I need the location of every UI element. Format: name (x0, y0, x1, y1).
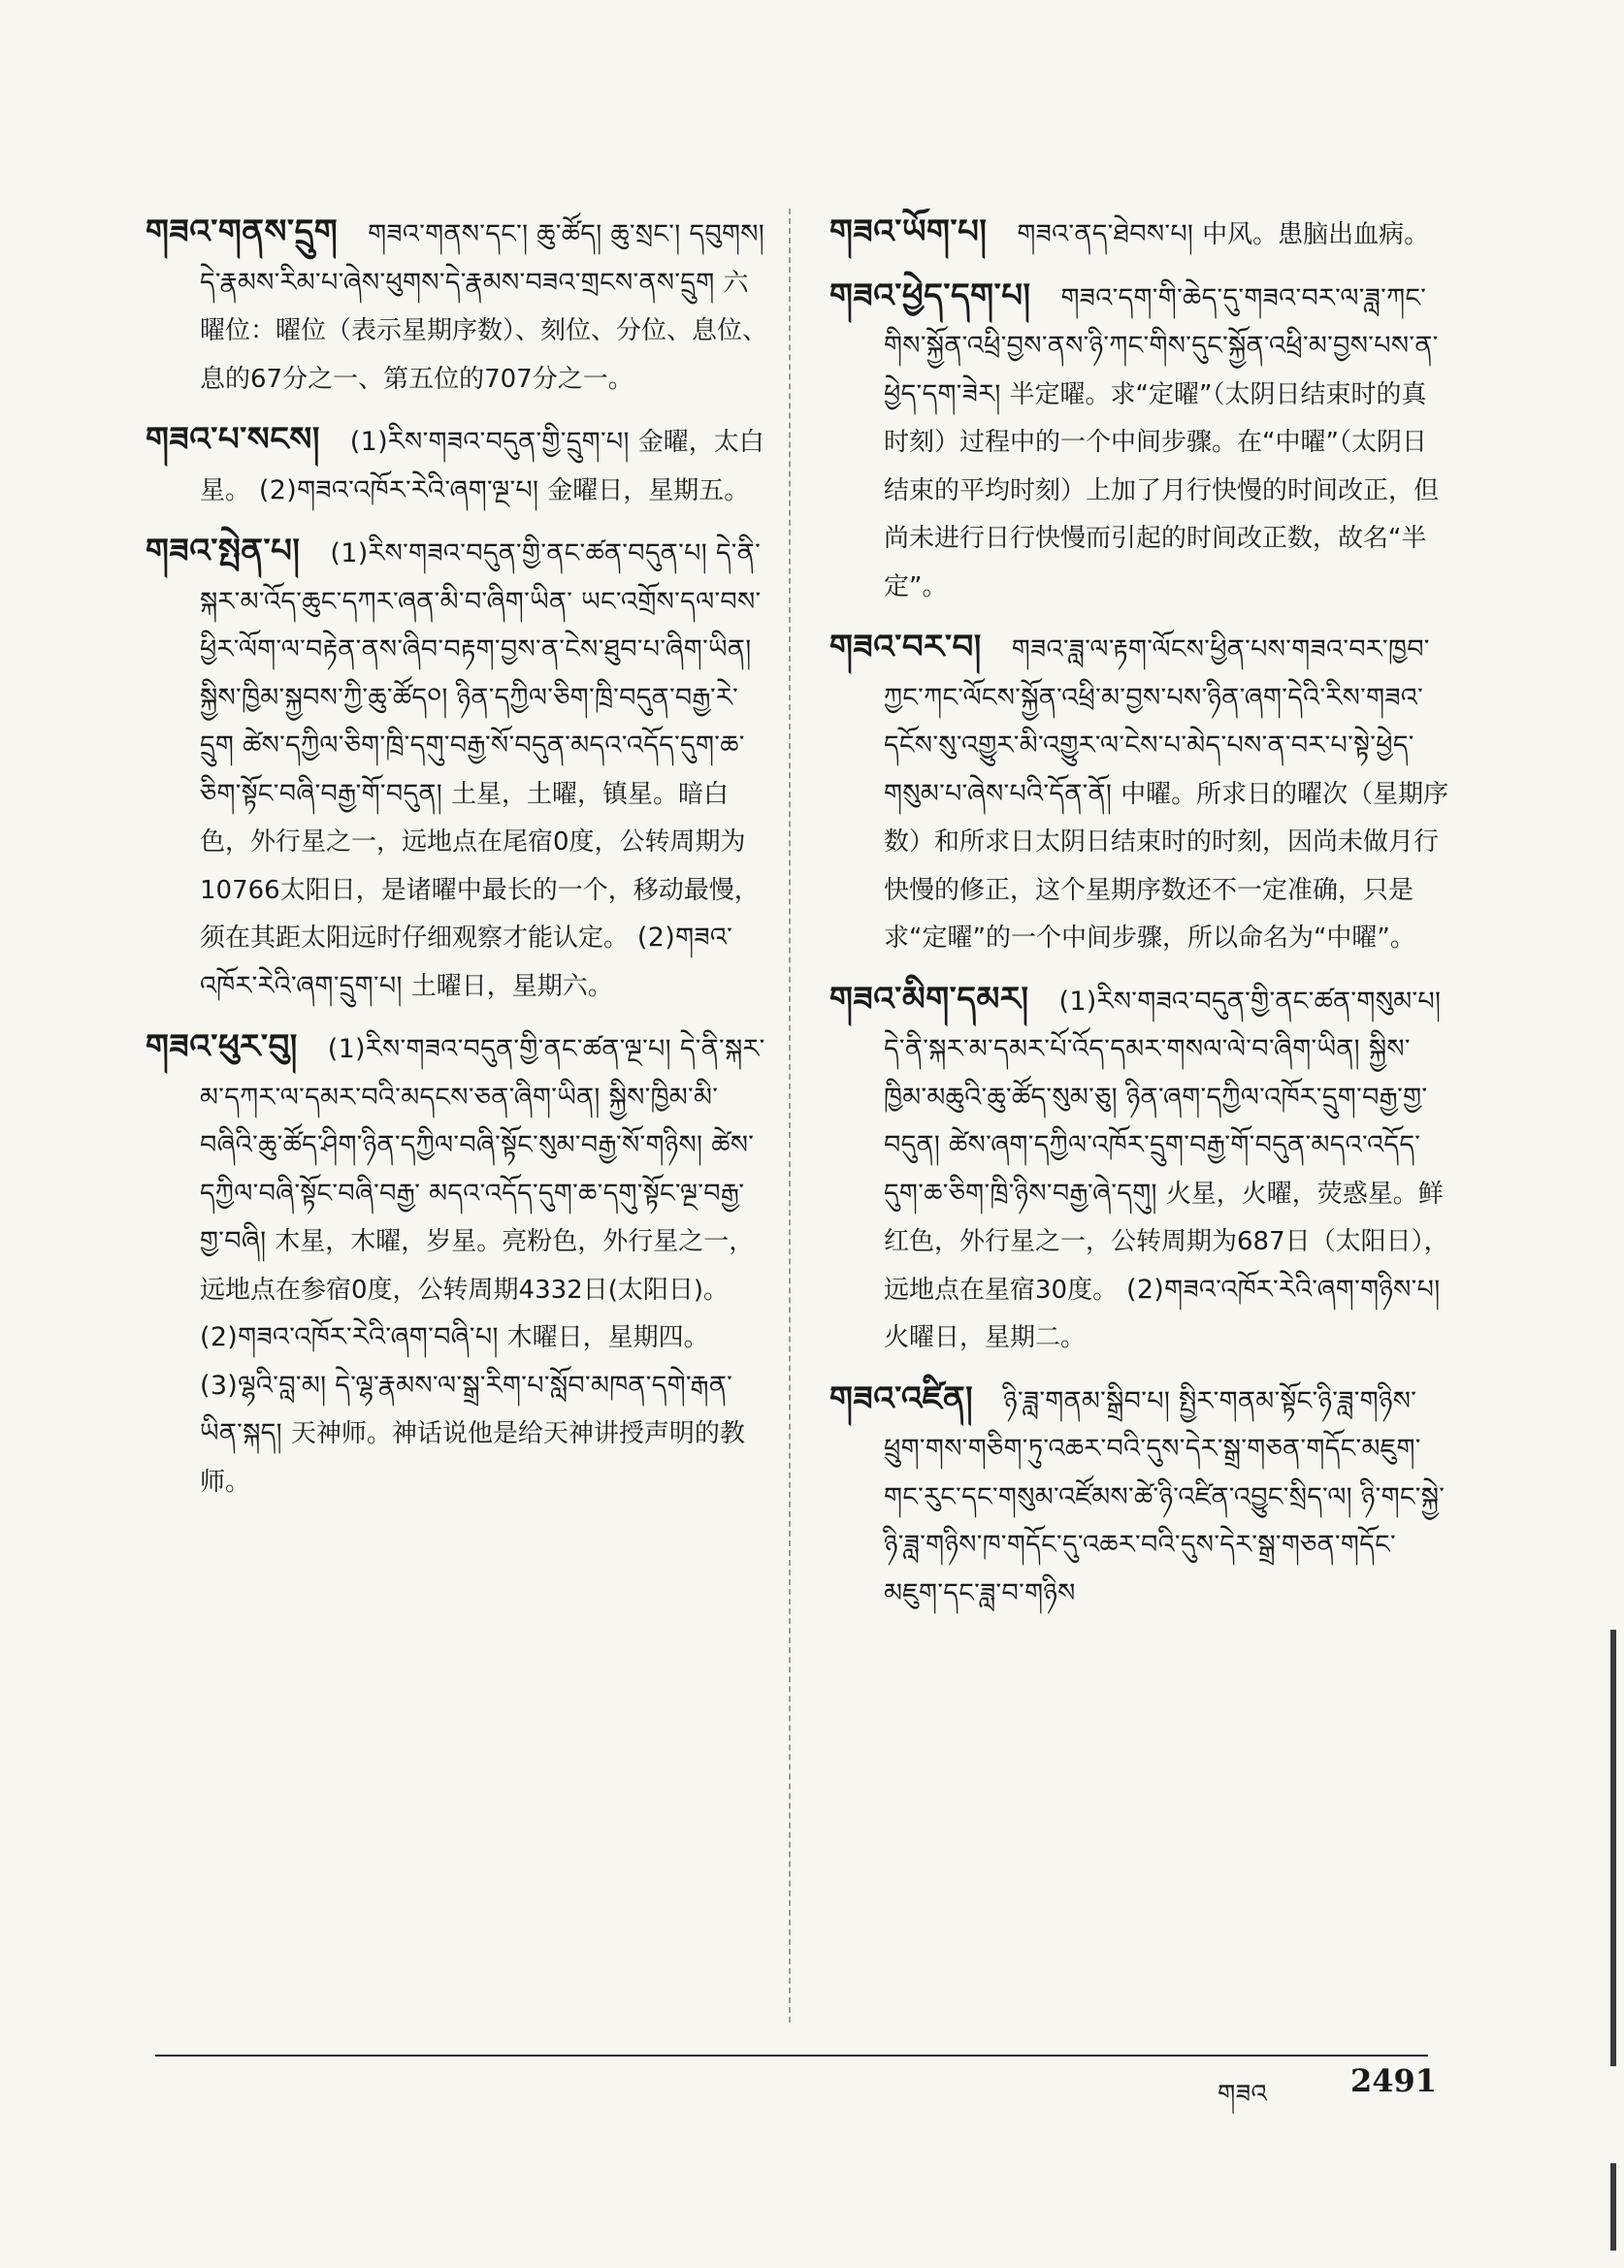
tibetan-definition: གཟའ་དག་གི་ཆེད་དུ་གཟའ་བར་ལ་ཟླ་ཀང་གིས་སྐྱོན་འཕྲི་བྱས་ནས་ཉི་ཀང་གིས་དུང་སྐྱོན་འཕྲི་མ་བྱས་པས་ན་ཕྱེད་དག་ཟེར། (884, 282, 1439, 409)
headword: གཟའ་བར་བ། (829, 628, 982, 666)
running-head: གཟའ (1218, 2080, 1268, 2109)
footer-rule (155, 2055, 1428, 2057)
tibetan-definition: གཟའ་ཟླ་ལ་རྟག་ལོངས་ཕྱིན་པས་གཟའ་བར་ཁྱབ་ཀྱང་ཀང་ལོངས་སྐྱོན་འཕྲི་མ་བྱས་པས་ཉིན་ཞག་དེའི་རིས་གཟའ་དངོས་སུ་འགྱུར་མི་འགྱུར་ལ་ངེས་པ་མེད་པས་ན་བར་པ་སྟེ་ཕྱེད་གསུམ་པ་ཞེས་པའི་དོན་ནོ། (884, 634, 1430, 809)
tibetan-definition: (2)གཟའ་འཁོར་རེའི་ཞག་ལྔ་པ། (258, 474, 539, 505)
chinese-definition: 半定曜。求“定曜”（太阴日结束时的真时刻）过程中的一个中间步骤。在“中曜”（太阴日结束的平均时刻）上加了月行快慢的时间改正，但尚未进行日行快慢而引起的时间改正数，故名“半定”。 (884, 379, 1440, 601)
tibetan-definition: (1)རིས་གཟའ་བདུན་གྱི་དྲུག་པ། (349, 427, 630, 457)
right-column (829, 209, 1450, 2023)
chinese-definition: 木曜日，星期四。 (506, 1323, 709, 1352)
entry-mars (829, 976, 1450, 1362)
scan-edge-mark (1610, 2163, 1616, 2251)
headword: གཟའ་སྤེན་པ། (146, 532, 301, 570)
tibetan-definition: གཟའ་ནད་ཐེབས་པ། (1017, 219, 1194, 249)
entry-stroke (829, 209, 1450, 259)
entry-six-positions (146, 209, 768, 403)
chinese-definition: 木星，木曜，岁星。亮粉色，外行星之一，远地点在参宿0度，公转周期4332日(太阳日)。 (200, 1227, 755, 1305)
headword: གཟའ་མིག་དམར། (829, 979, 1029, 1019)
tibetan-definition: (1)རིས་གཟའ་བདུན་གྱི་ནང་ཚན་གསུམ་པ། དེ་ནི་སྐར་མ་དམར་པོ་འོད་དམར་གསལ་ལེ་བ་ཞིག་ཡིན། སྐྱིས་ཁྱིམ་མཆུའི་ཆུ་ཚོད་སུམ་ཅུ། ཉིན་ཞག་དཀྱིལ་འཁོར་དྲུག་བརྒྱ་གྱ་བདུན། ཚེས་ཞག་དཀྱིལ་འཁོར་དྲུག་བརྒྱ་གོ་བདུན་མདའ་འདོད་དུག་ཆ་ཅིག་ཁྲི་ཉིས་བརྒྱ་ཞེ་དགུ། (884, 986, 1442, 1209)
headword: གཟའ་ཡོག་པ། (829, 212, 988, 251)
chinese-definition: 火星，火曜，荧惑星。鲜红色，外行星之一，公转周期为687日（太阳日），远地点在星宿30度。 (884, 1179, 1449, 1305)
tibetan-definition: (2)གཟའ་འཁོར་རེའི་ཞག་གཉིས་པ། (1126, 1274, 1441, 1305)
headword: གཟའ་ཕུར་བུ། (146, 1027, 298, 1066)
chinese-definition: 土曜日，星期六。 (410, 971, 613, 1001)
scan-edge-mark (1610, 1630, 1616, 2066)
entry-half-true-weekday (829, 273, 1450, 611)
tibetan-definition: (1)རིས་གཟའ་བདུན་གྱི་ནང་ཚན་བདུན་པ། དེ་ནི་སྐར་མ་འོད་ཆུང་དཀར་ཞན་མི་བ་ཞིག་ཡིན་ ཡང་འགྲོས་དལ་བས་ཕྱིར་ལོག་ལ་བརྟེན་ནས་ཞིབ་བརྟག་བྱས་ན་ངེས་ཐུབ་པ་ཞིག་ཡིན། སྐྱིས་ཁྱིམ་སྐྱབས་ཀྱི་ཆུ་ཚོད༠། ཉིན་དཀྱིལ་ཅིག་ཁྲི་བདུན་བརྒྱ་རེ་དྲུག ཚེས་དཀྱིལ་ཅིག་ཁྲི་དགུ་བརྒྱ་སོ་བདུན་མདའ་འདོད་དུག་ཆ་ཅིག་སྟོང་བཞི་བརྒྱ་གོ་བདུན། (200, 538, 762, 809)
chinese-definition: 中风。患脑出血病。 (1202, 220, 1430, 249)
page-number: 2491 (1350, 2062, 1438, 2099)
tibetan-definition: ཉི་ཟླ་གནམ་སྒྲིབ་པ། སྤྱིར་གནམ་སྟོང་ཉི་ཟླ་གཉིས་ཕྲུག་གས་གཅིག་ཏུ་འཆར་བའི་དུས་དེར་སྒྲ་གཅན་གདོང་མཇུག་གང་རུང་དང་གསུམ་འཛོམས་ཚེ་ཉི་འཛིན་འབྱུང་སྲིད་ལ། ཉི་གང་སྐྱེ་ཉི་ཟླ་གཉིས་ཁ་གདོང་དུ་འཆར་བའི་དུས་དེར་སྒྲ་གཅན་གདོང་མཇུག་དང་ཟླ་བ་གཉིས (884, 1385, 1445, 1608)
chinese-definition: 六曜位：曜位（表示星期序数）、刻位、分位、息位、息的67分之一、第五位的707分之一。 (200, 268, 768, 394)
entry-eclipse (829, 1376, 1450, 1618)
tibetan-definition: གཟའ་གནས་དང་། ཆུ་ཚོད། ཆུ་སྲང་། དབུགས། དེ་རྣམས་རིམ་པ་ཞེས་ཕུགས་དེ་རྣམས་བཟའ་གྲངས་ནས་དྲུག (200, 219, 765, 298)
tibetan-definition: (2)གཟའ་འཁོར་རེའི་ཞག་དྲུག་པ། (200, 923, 733, 1001)
left-column (146, 209, 768, 2023)
headword: གཟའ་པ་སངས། (146, 420, 320, 459)
chinese-definition: 天神师。神话说他是给天神讲授声明的教师。 (200, 1419, 745, 1497)
entry-middle-weekday (829, 624, 1450, 962)
tibetan-definition: (1)རིས་གཟའ་བདུན་གྱི་ནང་ཚན་ལྔ་པ། དེ་ནི་སྐར་མ་དཀར་ལ་དམར་བའི་མདངས་ཅན་ཞིག་ཡིན། སྐྱིས་ཁྱིམ་མི་བཞིའི་ཆུ་ཚོད་ཤིག་ཉིན་དཀྱིལ་བཞི་སྟོང་སུམ་བརྒྱ་སོ་གཉིས། ཚེས་དཀྱིལ་བཞི་སྟོང་བཞི་བརྒྱ་ མདའ་འདོད་དུག་ཆ་དགུ་སྟོང་ལྔ་བརྒྱ་གྱ་བཞི། (200, 1034, 765, 1256)
entry-saturn (146, 528, 768, 1010)
headword: གཟའ་གནས་དྲུག (146, 212, 339, 251)
chinese-definition: 中曜。所求日的曜次（星期序数）和所求日太阴日结束时的时刻，因尚未做月行快慢的修正，这个星期序数还不一定准确，只是求“定曜”的一个中间步骤，所以命名为“中曜”。 (884, 779, 1449, 953)
tibetan-definition: (3)ལྷའི་བླ་མ། དེ་ལྷ་རྣམས་ལ་སྒྲ་རིག་པ་སློབ་མཁན་དགེ་རྒན་ཡིན་སྐད། (200, 1370, 733, 1448)
chinese-definition: 金曜日，星期五。 (547, 475, 750, 505)
headword: གཟའ་ཕྱེད་དག་པ། (829, 275, 1031, 315)
tibetan-definition: (2)གཟའ་འཁོར་རེའི་ཞག་བཞི་པ། (200, 1322, 499, 1352)
entry-venus (146, 416, 768, 514)
headword: གཟའ་འཛིན། (829, 1378, 974, 1418)
chinese-definition: 金曜，太白星。 (200, 428, 764, 505)
chinese-definition: 火曜日，星期二。 (884, 1323, 1087, 1352)
column-separator (789, 209, 791, 2023)
chinese-definition: 土星，土曜，镇星。暗白色，外行星之一，远地点在尾宿0度，公转周期为10766太阳日，是诸曜中最长的一个，移动最慢，须在其距太阳远时仔细观察才能认定。 (200, 779, 760, 953)
entry-jupiter (146, 1023, 768, 1506)
